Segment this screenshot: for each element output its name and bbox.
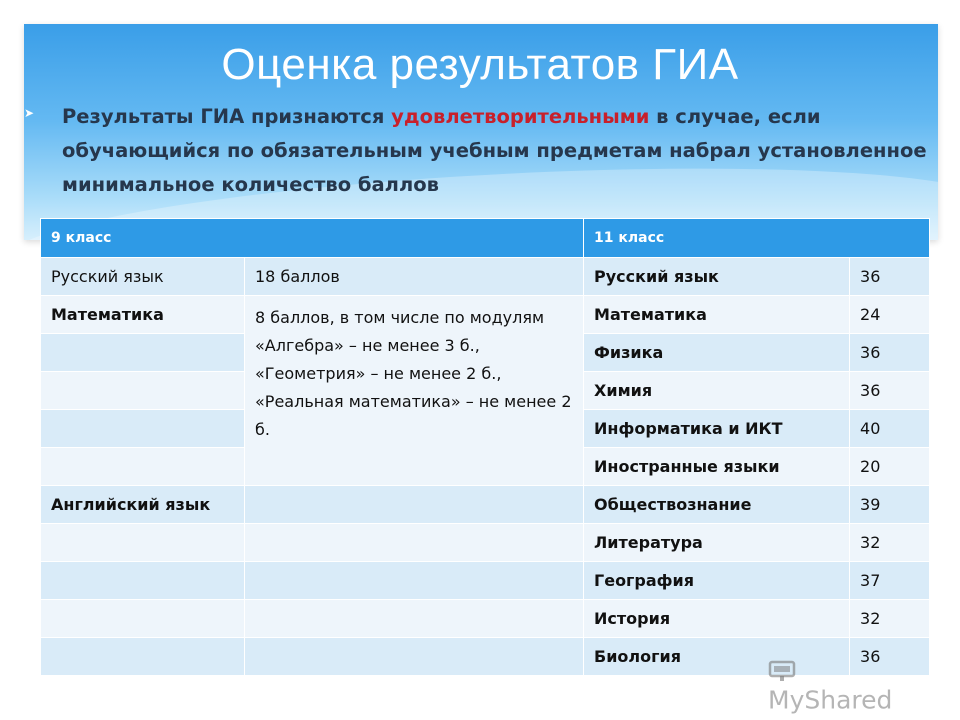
bullet-arrow-icon: ➤ bbox=[24, 106, 35, 120]
intro-paragraph bbox=[62, 100, 932, 202]
table-row bbox=[41, 258, 930, 296]
table-row bbox=[41, 524, 930, 562]
presentation-screen-icon bbox=[768, 659, 796, 683]
grade9-empty-cell bbox=[41, 638, 245, 676]
grade11-score: 36 bbox=[850, 372, 930, 410]
grade11-subject: Биология bbox=[584, 638, 850, 676]
grade11-score: 20 bbox=[850, 448, 930, 486]
grade9-empty-cell bbox=[41, 562, 245, 600]
grade11-score: 36 bbox=[850, 334, 930, 372]
grade11-score: 37 bbox=[850, 562, 930, 600]
grade9-subject: Русский язык bbox=[41, 258, 245, 296]
grade11-subject: Литература bbox=[584, 524, 850, 562]
grade9-empty-cell bbox=[245, 600, 584, 638]
grade9-empty-cell bbox=[41, 448, 245, 486]
grade9-empty-cell bbox=[245, 638, 584, 676]
watermark bbox=[768, 655, 928, 715]
grade9-empty-cell bbox=[41, 524, 245, 562]
grade11-subject: Русский язык bbox=[584, 258, 850, 296]
grade9-empty-cell bbox=[41, 410, 245, 448]
grade11-subject: Химия bbox=[584, 372, 850, 410]
table-row bbox=[41, 562, 930, 600]
grade9-subject: Математика bbox=[41, 296, 245, 334]
grade9-empty-cell bbox=[41, 334, 245, 372]
grade11-subject: Обществознание bbox=[584, 486, 850, 524]
grade11-subject: Информатика и ИКТ bbox=[584, 410, 850, 448]
grade11-subject: Иностранные языки bbox=[584, 448, 850, 486]
grade11-subject: Математика bbox=[584, 296, 850, 334]
grade11-header: 11 класс bbox=[584, 219, 930, 258]
grade9-header: 9 класс bbox=[41, 219, 584, 258]
grade11-subject: Физика bbox=[584, 334, 850, 372]
intro-text-middle: в случае, если обучающийся по обязательным учебным предметам набрал bbox=[62, 105, 821, 162]
grade11-score: 36 bbox=[850, 638, 930, 676]
grade11-subject: История bbox=[584, 600, 850, 638]
grade11-score: 40 bbox=[850, 410, 930, 448]
grade11-score: 24 bbox=[850, 296, 930, 334]
grade9-empty-cell bbox=[41, 372, 245, 410]
scores-table bbox=[40, 218, 930, 676]
grade11-subject: География bbox=[584, 562, 850, 600]
intro-emphasis: установленное bbox=[757, 139, 927, 162]
intro-highlight: удовлетворительными bbox=[391, 105, 650, 128]
grade11-score: 36 bbox=[850, 258, 930, 296]
grade9-score: 18 баллов bbox=[245, 258, 584, 296]
table-header-row bbox=[41, 219, 930, 258]
grade9-empty-cell bbox=[245, 562, 584, 600]
intro-text-end: минимальное количество баллов bbox=[62, 173, 439, 196]
grade11-score: 32 bbox=[850, 600, 930, 638]
grade9-subject: Английский язык bbox=[41, 486, 245, 524]
grade9-empty-cell bbox=[245, 524, 584, 562]
grade9-empty-cell bbox=[41, 600, 245, 638]
grade9-score bbox=[245, 486, 584, 524]
slide-title: Оценка результатов ГИА bbox=[221, 40, 739, 89]
table-row bbox=[41, 296, 930, 334]
intro-text-start: Результаты ГИА признаются bbox=[62, 105, 392, 128]
table-row bbox=[41, 600, 930, 638]
grade11-score: 32 bbox=[850, 524, 930, 562]
grade9-math-score: 8 баллов, в том числе по модулям «Алгебра» – не менее 3 б., «Геометрия» – не менее 2 б., «Реальная математика» – не менее 2 б. bbox=[245, 296, 584, 486]
grade11-score: 39 bbox=[850, 486, 930, 524]
watermark-text: MyShared bbox=[768, 685, 893, 715]
table-row bbox=[41, 486, 930, 524]
